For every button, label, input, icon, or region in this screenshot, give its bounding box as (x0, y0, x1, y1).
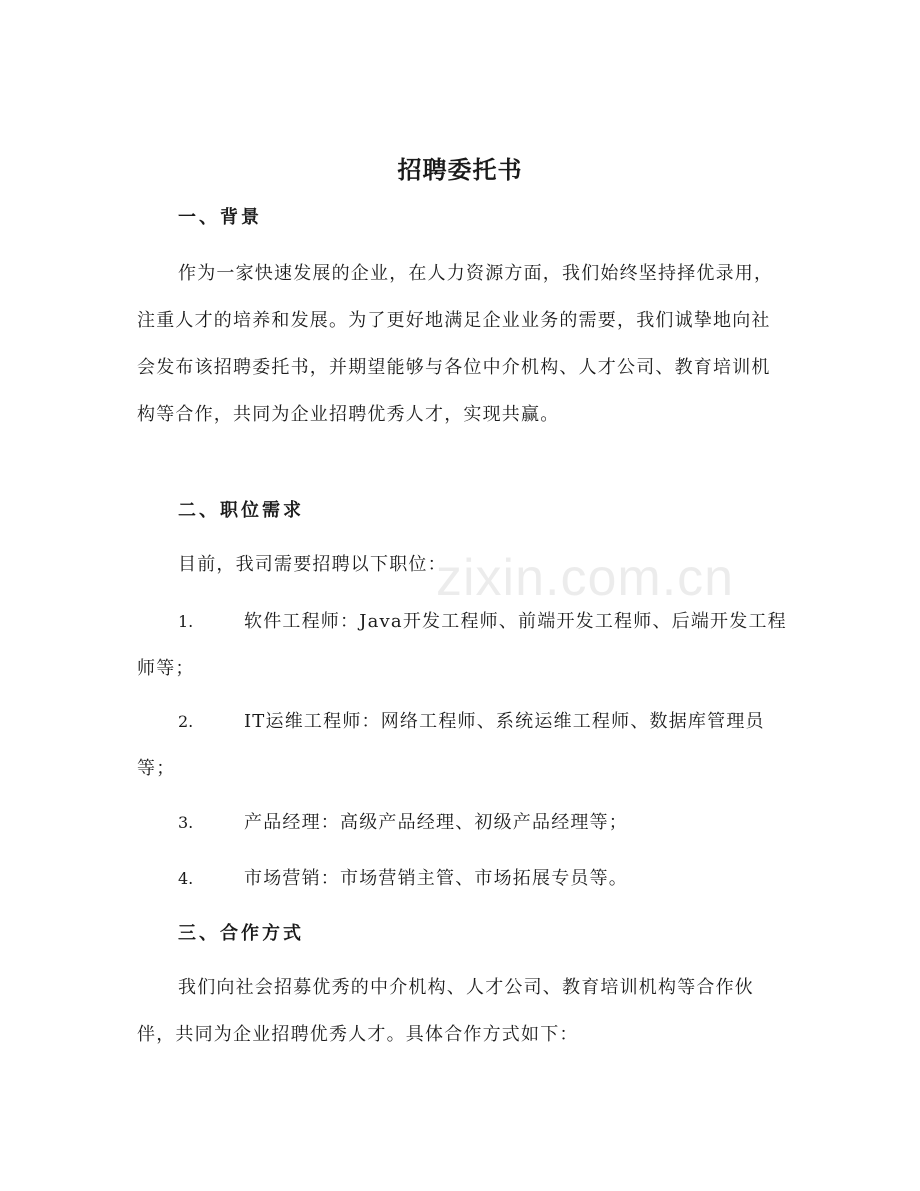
list-item-text: 软件工程师：Java开发工程师、前端开发工程师、后端开发工程师等； (137, 611, 787, 679)
list-item-number: 4. (178, 869, 194, 888)
list-item-number: 1. (178, 612, 194, 631)
list-item-number: 3. (178, 813, 194, 832)
list-item-text: 市场营销：市场营销主管、市场拓展专员等。 (244, 868, 628, 889)
section-heading-background: 一、背景 (178, 207, 262, 228)
list-item (137, 698, 787, 792)
list-item (137, 799, 787, 846)
positions-intro: 目前，我司需要招聘以下职位： (178, 554, 447, 575)
list-item (137, 855, 787, 902)
watermark: zixin.com.cn (436, 549, 735, 607)
list-item-text: IT运维工程师：网络工程师、系统运维工程师、数据库管理员等； (137, 711, 765, 779)
list-item-text: 产品经理：高级产品经理、初级产品经理等； (244, 812, 628, 833)
list-item-number: 2. (178, 712, 194, 731)
document-title: 招聘委托书 (397, 156, 523, 184)
section-heading-cooperation: 三、合作方式 (178, 923, 304, 944)
section-heading-positions: 二、职位需求 (178, 500, 304, 521)
list-item (137, 598, 787, 692)
background-paragraph: 作为一家快速发展的企业，在人力资源方面，我们始终坚持择优录用，注重人才的培养和发展。为了更好地满足企业业务的需要，我们诚挚地向社会发布该招聘委托书，并期望能够与各位中介机构、人才公司、教育培训机构等合作，共同为企业招聘优秀人才，实现共赢。 (137, 263, 774, 425)
cooperation-paragraph: 我们向社会招募优秀的中介机构、人才公司、教育培训机构等合作伙伴，共同为企业招聘优秀人才。具体合作方式如下： (137, 977, 754, 1045)
